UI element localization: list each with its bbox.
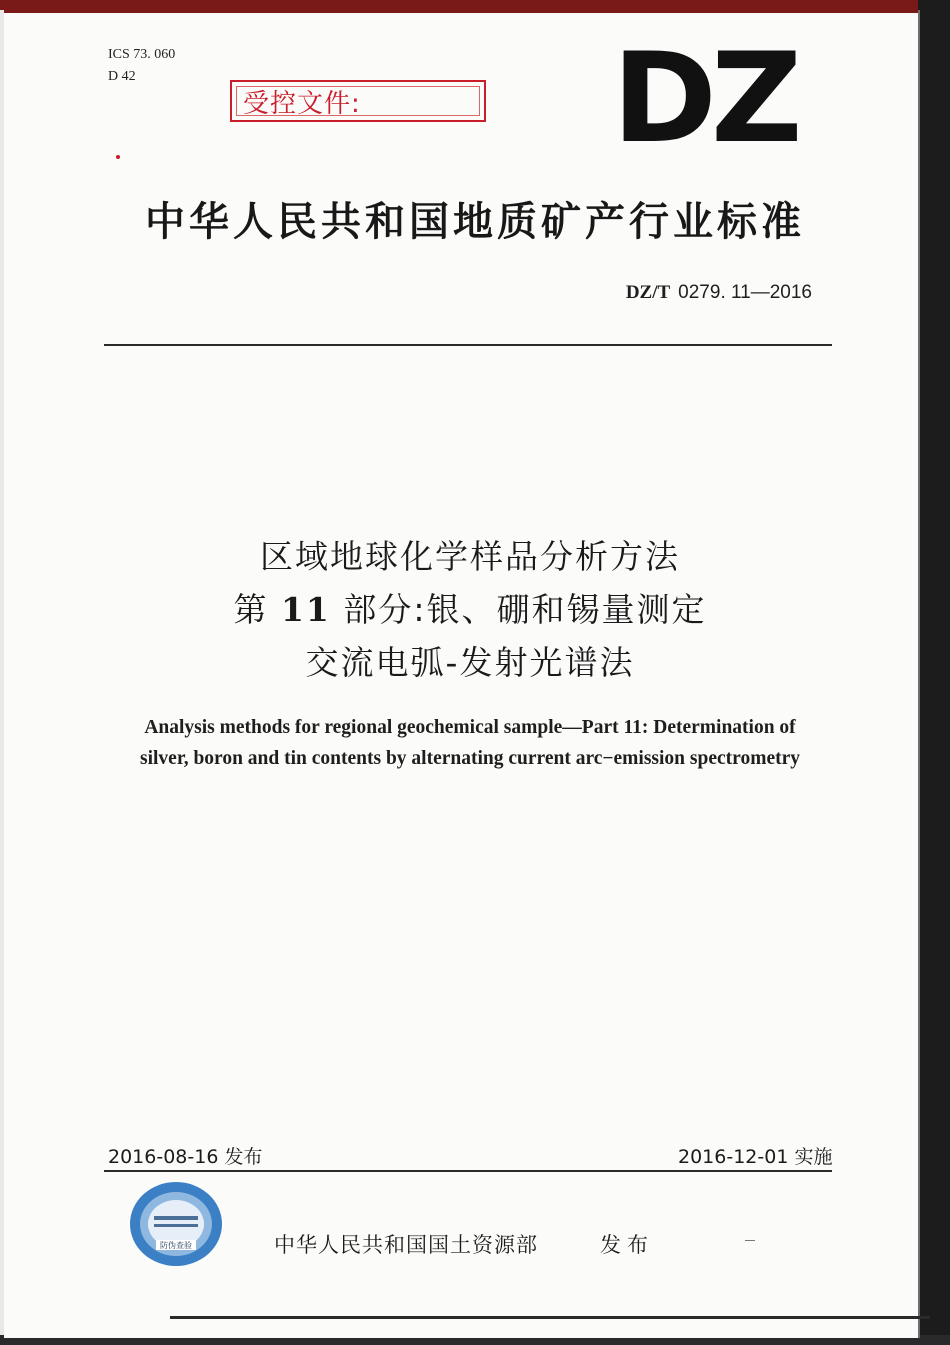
seal-line-1 (154, 1216, 198, 1220)
part-title: 部分:银、硼和锡量测定 (343, 590, 707, 629)
publisher: 中华人民共和国国土资源部 (274, 1233, 538, 1257)
header-divider (104, 344, 832, 346)
standard-number-value: 0279. 11—2016 (678, 282, 812, 303)
chinese-title (100, 530, 840, 689)
standard-category: 中华人民共和国地质矿产行业标准 (145, 199, 805, 245)
bottom-border-line (170, 1316, 930, 1319)
part-prefix: 第 (233, 590, 269, 629)
dash-mark (745, 1240, 755, 1241)
chinese-title-line-3: 交流电弧-发射光谱法 (305, 643, 635, 682)
part-number: 11 (280, 590, 331, 629)
standard-number-prefix: DZ/T (625, 282, 671, 303)
english-title-line-1: Analysis methods for regional geochemical sample—Part 11: Determination of (144, 717, 796, 738)
ics-code: ICS 73. 060 (108, 47, 176, 62)
seal-label: 防伪查验 (160, 1241, 192, 1250)
ink-dot (116, 155, 120, 159)
controlled-document-stamp (230, 80, 486, 122)
footer-divider (104, 1170, 832, 1172)
anti-counterfeit-seal-icon (128, 1180, 224, 1268)
scan-top-border (0, 0, 950, 10)
issue-date: 2016-08-16 发布 (108, 1146, 263, 1168)
scan-right-edge (918, 0, 950, 1345)
english-title (100, 712, 840, 774)
publish-word: 发布 (600, 1233, 654, 1257)
chinese-title-line-1: 区域地球化学样品分析方法 (260, 537, 680, 576)
chinese-title-line-2 (100, 583, 840, 636)
stamp-text: 受控文件: (236, 86, 480, 116)
standard-number (626, 282, 812, 304)
ccs-code: D 42 (108, 69, 136, 84)
english-title-line-2: silver, boron and tin contents by alternating current arc−emission spectrometry (140, 748, 800, 769)
seal-line-2 (154, 1224, 198, 1227)
implementation-date: 2016-12-01 实施 (678, 1146, 833, 1168)
classification-codes (108, 44, 175, 88)
dz-logo: DZ (612, 27, 797, 171)
